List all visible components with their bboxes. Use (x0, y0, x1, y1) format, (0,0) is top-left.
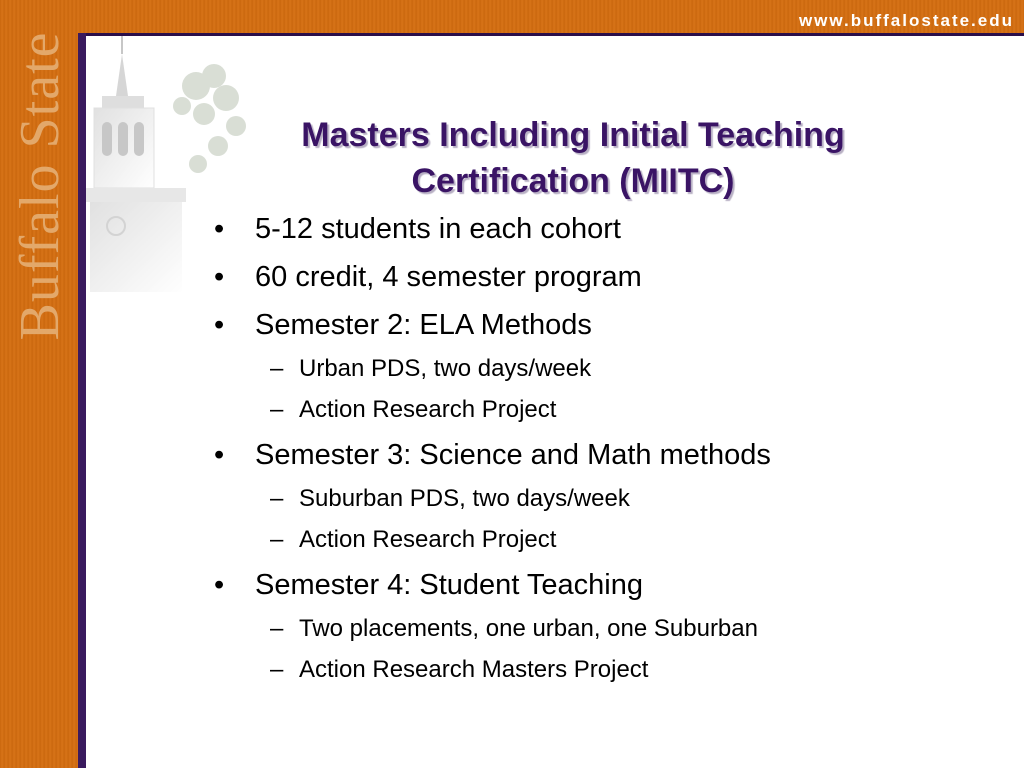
sub-bullet-text: Two placements, one urban, one Suburban (299, 615, 758, 642)
bullet-text: 5-12 students in each cohort (255, 213, 621, 245)
sub-bullet-item (210, 396, 990, 424)
bullet-list (210, 212, 990, 684)
bullet-glyph: • (214, 439, 225, 471)
sub-bullet-item (210, 526, 990, 554)
dash-glyph: – (270, 485, 284, 512)
sub-bullet-item (210, 656, 990, 684)
slide-title-line-1: Masters Including Initial Teaching (301, 116, 845, 154)
bullet-item (210, 212, 990, 246)
slide-title-line-2: Certification (MIITC) (411, 162, 735, 200)
sub-bullet-item (210, 615, 990, 643)
bullet-item (210, 308, 990, 342)
bullet-text: Semester 4: Student Teaching (255, 569, 643, 601)
bullet-glyph: • (214, 261, 225, 293)
sub-bullet-text: Action Research Project (299, 526, 557, 553)
sub-bullet-item (210, 355, 990, 383)
bullet-item (210, 260, 990, 294)
sub-bullet-text: Suburban PDS, two days/week (299, 485, 630, 512)
sub-bullet-text: Action Research Project (299, 396, 557, 423)
sub-bullet-text: Action Research Masters Project (299, 656, 649, 683)
bullet-glyph: • (214, 213, 225, 245)
dash-glyph: – (270, 396, 284, 423)
dash-glyph: – (270, 526, 284, 553)
slide-title (190, 112, 956, 204)
bullet-glyph: • (214, 569, 225, 601)
bullet-text: 60 credit, 4 semester program (255, 261, 642, 293)
dash-glyph: – (270, 656, 284, 683)
bullet-item (210, 438, 990, 472)
website-url: www.buffalostate.edu (798, 11, 1014, 30)
bullet-text: Semester 3: Science and Math methods (255, 439, 771, 471)
sub-bullet-text: Urban PDS, two days/week (299, 355, 592, 382)
dash-glyph: – (270, 355, 284, 382)
bullet-item (210, 568, 990, 602)
left-divider (78, 33, 86, 768)
sub-bullet-item (210, 485, 990, 513)
buffalo-state-logo: Buffalo State (9, 31, 71, 341)
dash-glyph: – (270, 615, 284, 642)
bullet-glyph: • (214, 309, 225, 341)
bullet-text: Semester 2: ELA Methods (255, 309, 592, 341)
